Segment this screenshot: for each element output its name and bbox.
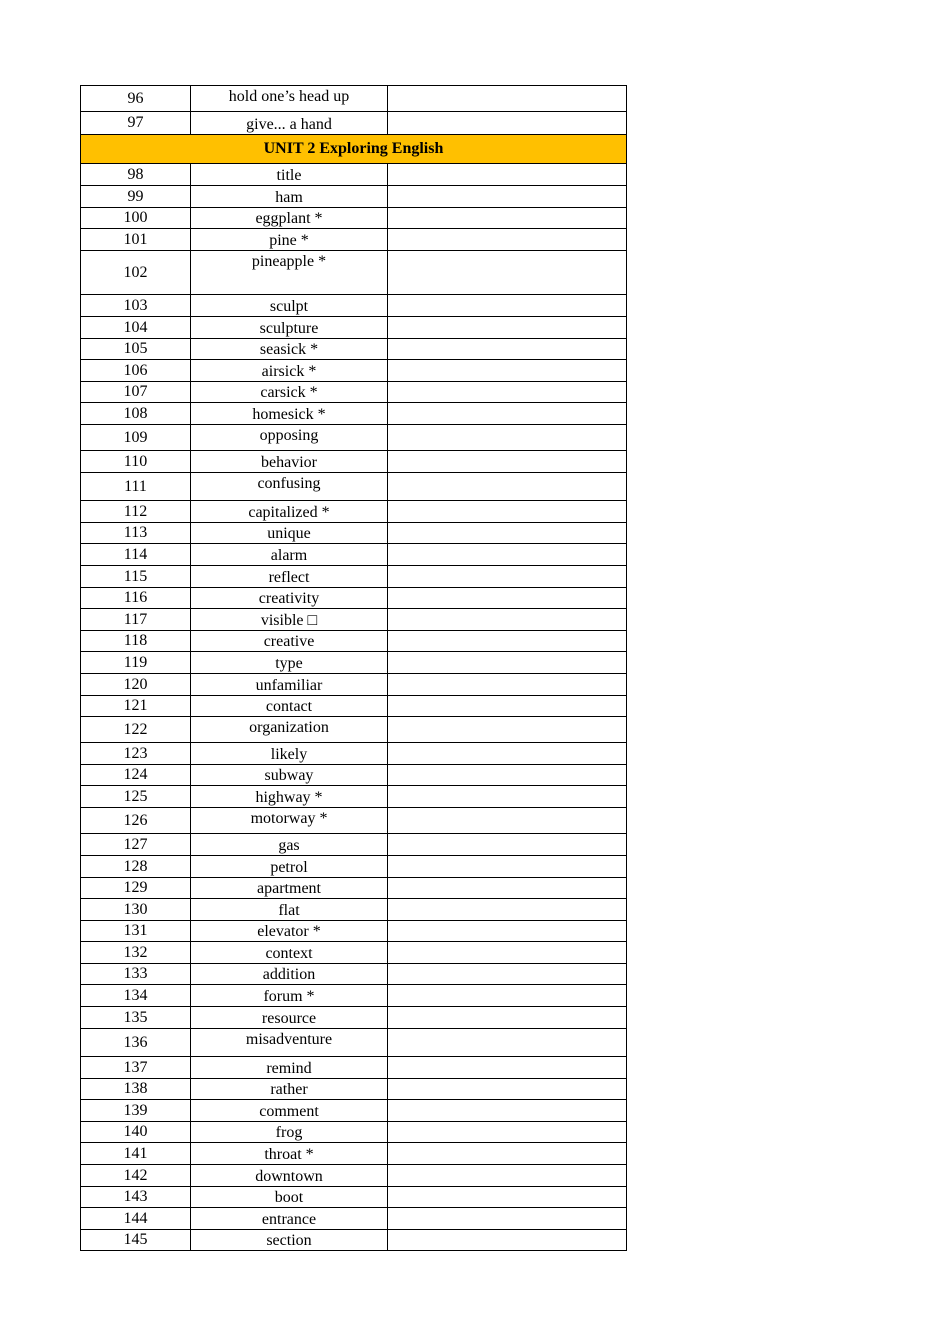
entry-number: 141: [81, 1143, 191, 1165]
entry-word: context: [191, 942, 388, 964]
entry-number: 144: [81, 1208, 191, 1230]
entry-word: homesick *: [191, 403, 388, 425]
entry-word: title: [191, 164, 388, 186]
table-row: [81, 743, 627, 765]
entry-blank-cell: [388, 403, 627, 425]
entry-word: seasick *: [191, 339, 388, 360]
entry-blank-cell: [388, 1122, 627, 1143]
entry-word: likely: [191, 743, 388, 765]
entry-blank-cell: [388, 1208, 627, 1230]
entry-number: 126: [81, 808, 191, 834]
entry-number: 97: [81, 112, 191, 135]
entry-blank-cell: [388, 360, 627, 382]
table-row: [81, 631, 627, 652]
table-row: [81, 473, 627, 501]
entry-word: sculpt: [191, 295, 388, 317]
entry-blank-cell: [388, 786, 627, 808]
entry-blank-cell: [388, 921, 627, 942]
table-row: [81, 1100, 627, 1122]
entry-number: 109: [81, 425, 191, 451]
entry-blank-cell: [388, 878, 627, 899]
entry-word: airsick *: [191, 360, 388, 382]
vocabulary-table: [80, 85, 627, 1251]
entry-word: subway: [191, 765, 388, 786]
table-row: [81, 1165, 627, 1187]
entry-number: 102: [81, 251, 191, 295]
table-row: [81, 717, 627, 743]
entry-blank-cell: [388, 808, 627, 834]
entry-blank-cell: [388, 112, 627, 135]
table-row: [81, 1029, 627, 1057]
entry-number: 101: [81, 229, 191, 251]
table-row: [81, 112, 627, 135]
entry-blank-cell: [388, 899, 627, 921]
entry-blank-cell: [388, 1100, 627, 1122]
entry-word: elevator *: [191, 921, 388, 942]
table-row: [81, 566, 627, 588]
entry-word: ham: [191, 186, 388, 208]
entry-number: 131: [81, 921, 191, 942]
table-row: [81, 360, 627, 382]
table-row: [81, 652, 627, 674]
entry-number: 128: [81, 856, 191, 878]
entry-blank-cell: [388, 1143, 627, 1165]
entry-blank-cell: [388, 295, 627, 317]
entry-number: 133: [81, 964, 191, 985]
entry-word: pineapple *: [191, 251, 388, 295]
table-row: [81, 964, 627, 985]
entry-blank-cell: [388, 473, 627, 501]
entry-word: hold one’s head up: [191, 86, 388, 112]
entry-blank-cell: [388, 1230, 627, 1251]
table-row: [81, 588, 627, 609]
entry-blank-cell: [388, 229, 627, 251]
entry-word: addition: [191, 964, 388, 985]
entry-word: remind: [191, 1057, 388, 1079]
entry-word: eggplant *: [191, 208, 388, 229]
table-row: [81, 856, 627, 878]
table-row: [81, 1122, 627, 1143]
entry-word: alarm: [191, 544, 388, 566]
entry-blank-cell: [388, 1057, 627, 1079]
entry-blank-cell: [388, 317, 627, 339]
table-row: [81, 382, 627, 403]
entry-number: 106: [81, 360, 191, 382]
entry-number: 132: [81, 942, 191, 964]
entry-word: type: [191, 652, 388, 674]
table-row: [81, 164, 627, 186]
table-row: [81, 501, 627, 523]
entry-blank-cell: [388, 834, 627, 856]
table-row: [81, 786, 627, 808]
table-row: [81, 985, 627, 1007]
entry-blank-cell: [388, 339, 627, 360]
entry-word: unfamiliar: [191, 674, 388, 696]
table-row: [81, 834, 627, 856]
entry-word: section: [191, 1230, 388, 1251]
entry-number: 138: [81, 1079, 191, 1100]
entry-blank-cell: [388, 985, 627, 1007]
entry-number: 108: [81, 403, 191, 425]
entry-number: 145: [81, 1230, 191, 1251]
entry-number: 120: [81, 674, 191, 696]
entry-blank-cell: [388, 588, 627, 609]
entry-number: 140: [81, 1122, 191, 1143]
entry-number: 116: [81, 588, 191, 609]
entry-blank-cell: [388, 382, 627, 403]
entry-blank-cell: [388, 1007, 627, 1029]
entry-blank-cell: [388, 451, 627, 473]
table-row: [81, 1187, 627, 1208]
table-row: [81, 186, 627, 208]
table-row: [81, 403, 627, 425]
table-row: [81, 544, 627, 566]
entry-word: frog: [191, 1122, 388, 1143]
entry-number: 115: [81, 566, 191, 588]
entry-word: flat: [191, 899, 388, 921]
entry-blank-cell: [388, 1029, 627, 1057]
entry-word: petrol: [191, 856, 388, 878]
table-row: [81, 765, 627, 786]
table-row: [81, 1057, 627, 1079]
table-row: [81, 425, 627, 451]
entry-number: 121: [81, 696, 191, 717]
entry-word: resource: [191, 1007, 388, 1029]
entry-number: 135: [81, 1007, 191, 1029]
unit-header-row: [81, 135, 627, 164]
table-row: [81, 1208, 627, 1230]
entry-blank-cell: [388, 674, 627, 696]
entry-word: unique: [191, 523, 388, 544]
entry-number: 100: [81, 208, 191, 229]
entry-word: organization: [191, 717, 388, 743]
entry-blank-cell: [388, 186, 627, 208]
entry-word: confusing: [191, 473, 388, 501]
entry-blank-cell: [388, 652, 627, 674]
entry-blank-cell: [388, 164, 627, 186]
entry-number: 127: [81, 834, 191, 856]
entry-number: 137: [81, 1057, 191, 1079]
entry-blank-cell: [388, 717, 627, 743]
entry-blank-cell: [388, 501, 627, 523]
entry-number: 107: [81, 382, 191, 403]
entry-number: 117: [81, 609, 191, 631]
entry-word: boot: [191, 1187, 388, 1208]
entry-blank-cell: [388, 1187, 627, 1208]
entry-blank-cell: [388, 696, 627, 717]
entry-number: 124: [81, 765, 191, 786]
entry-word: capitalized *: [191, 501, 388, 523]
table-row: [81, 808, 627, 834]
table-row: [81, 86, 627, 112]
table-row: [81, 1230, 627, 1251]
entry-number: 123: [81, 743, 191, 765]
entry-blank-cell: [388, 631, 627, 652]
entry-number: 130: [81, 899, 191, 921]
table-row: [81, 674, 627, 696]
entry-blank-cell: [388, 942, 627, 964]
entry-word: carsick *: [191, 382, 388, 403]
entry-number: 119: [81, 652, 191, 674]
entry-blank-cell: [388, 544, 627, 566]
entry-blank-cell: [388, 964, 627, 985]
entry-word: give... a hand: [191, 112, 388, 135]
entry-number: 139: [81, 1100, 191, 1122]
entry-blank-cell: [388, 765, 627, 786]
entry-number: 134: [81, 985, 191, 1007]
table-row: [81, 942, 627, 964]
entry-number: 103: [81, 295, 191, 317]
table-row: [81, 451, 627, 473]
entry-number: 129: [81, 878, 191, 899]
entry-word: throat *: [191, 1143, 388, 1165]
table-row: [81, 1079, 627, 1100]
entry-word: behavior: [191, 451, 388, 473]
unit-title: UNIT 2 Exploring English: [81, 135, 627, 164]
entry-word: forum *: [191, 985, 388, 1007]
entry-number: 142: [81, 1165, 191, 1187]
entry-number: 110: [81, 451, 191, 473]
table-row: [81, 523, 627, 544]
entry-word: visible □: [191, 609, 388, 631]
table-row: [81, 1143, 627, 1165]
entry-number: 112: [81, 501, 191, 523]
entry-word: motorway *: [191, 808, 388, 834]
entry-blank-cell: [388, 86, 627, 112]
entry-word: contact: [191, 696, 388, 717]
table-row: [81, 251, 627, 295]
entry-blank-cell: [388, 1165, 627, 1187]
entry-number: 111: [81, 473, 191, 501]
entry-word: creative: [191, 631, 388, 652]
entry-number: 114: [81, 544, 191, 566]
entry-number: 98: [81, 164, 191, 186]
table-row: [81, 899, 627, 921]
entry-word: creativity: [191, 588, 388, 609]
entry-number: 104: [81, 317, 191, 339]
entry-blank-cell: [388, 566, 627, 588]
entry-number: 99: [81, 186, 191, 208]
vocabulary-table-body: [81, 86, 627, 1251]
entry-number: 96: [81, 86, 191, 112]
entry-number: 113: [81, 523, 191, 544]
entry-word: apartment: [191, 878, 388, 899]
table-row: [81, 921, 627, 942]
entry-number: 125: [81, 786, 191, 808]
table-row: [81, 208, 627, 229]
table-row: [81, 609, 627, 631]
table-row: [81, 339, 627, 360]
entry-blank-cell: [388, 1079, 627, 1100]
entry-number: 105: [81, 339, 191, 360]
entry-blank-cell: [388, 523, 627, 544]
entry-blank-cell: [388, 425, 627, 451]
table-row: [81, 317, 627, 339]
entry-blank-cell: [388, 609, 627, 631]
entry-word: comment: [191, 1100, 388, 1122]
entry-number: 143: [81, 1187, 191, 1208]
table-row: [81, 696, 627, 717]
table-row: [81, 878, 627, 899]
entry-number: 118: [81, 631, 191, 652]
entry-word: misadventure: [191, 1029, 388, 1057]
entry-word: sculpture: [191, 317, 388, 339]
entry-word: reflect: [191, 566, 388, 588]
entry-blank-cell: [388, 208, 627, 229]
entry-blank-cell: [388, 251, 627, 295]
entry-blank-cell: [388, 856, 627, 878]
entry-word: opposing: [191, 425, 388, 451]
entry-number: 122: [81, 717, 191, 743]
table-row: [81, 1007, 627, 1029]
entry-word: entrance: [191, 1208, 388, 1230]
table-row: [81, 229, 627, 251]
entry-word: gas: [191, 834, 388, 856]
entry-word: pine *: [191, 229, 388, 251]
table-row: [81, 295, 627, 317]
entry-number: 136: [81, 1029, 191, 1057]
entry-word: rather: [191, 1079, 388, 1100]
entry-blank-cell: [388, 743, 627, 765]
entry-word: highway *: [191, 786, 388, 808]
entry-word: downtown: [191, 1165, 388, 1187]
